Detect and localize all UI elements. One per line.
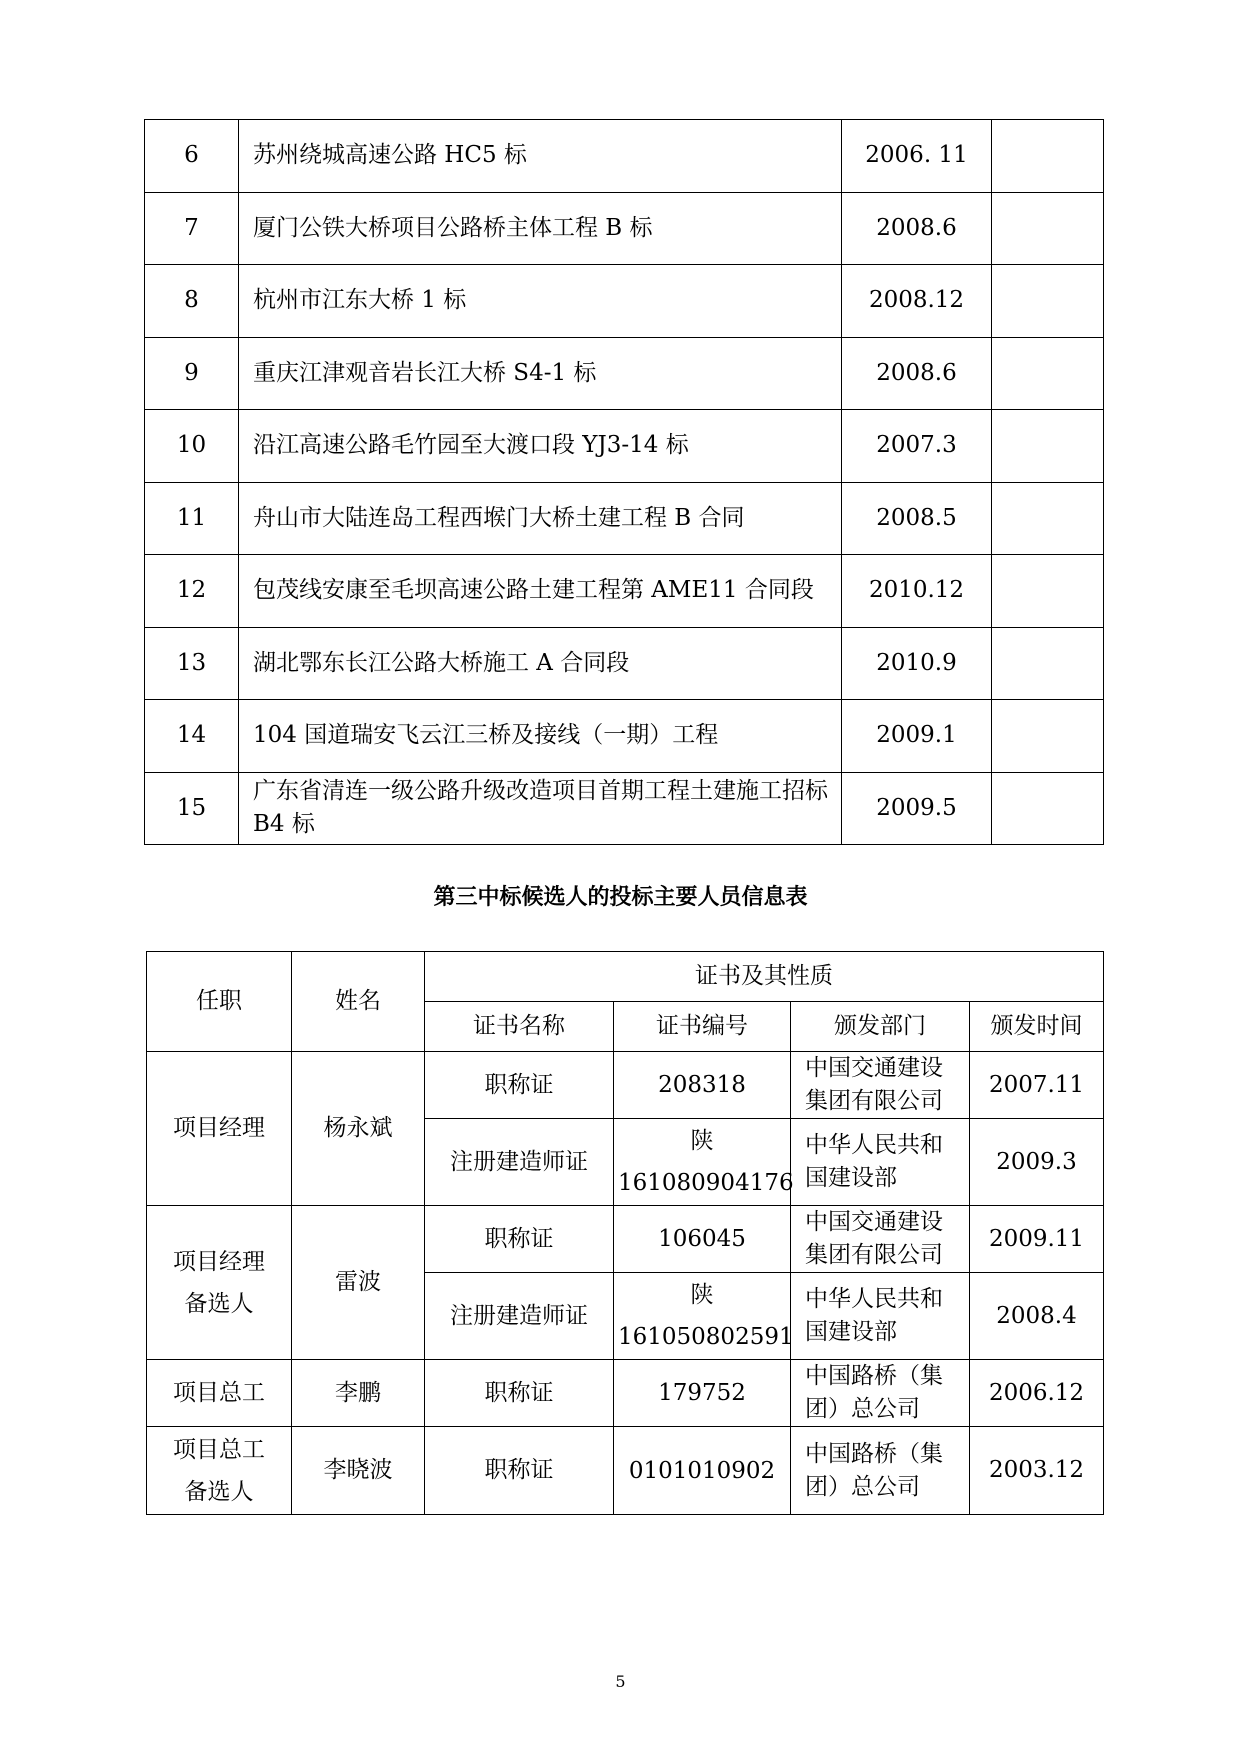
header-cert-group: 证书及其性质: [425, 952, 1104, 1002]
position-cell: 项目总工: [147, 1360, 292, 1427]
row-number: 12: [145, 555, 239, 628]
completion-date: 2009.5: [842, 772, 992, 845]
project-name: 湖北鄂东长江公路大桥施工 A 合同段: [239, 627, 842, 700]
project-name: 厦门公铁大桥项目公路桥主体工程 B 标: [239, 192, 842, 265]
issuer-cell: 中国路桥（集团）总公司: [791, 1427, 970, 1515]
project-name: 沿江高速公路毛竹园至大渡口段 YJ3-14 标: [239, 410, 842, 483]
row-number: 15: [145, 772, 239, 845]
issuer-cell: 中国路桥（集团）总公司: [791, 1360, 970, 1427]
project-name: 广东省清连一级公路升级改造项目首期工程土建施工招标 B4 标: [239, 772, 842, 845]
completion-date: 2008.5: [842, 482, 992, 555]
position-cell: 项目总工备选人: [147, 1427, 292, 1515]
row-number: 14: [145, 700, 239, 773]
project-name: 包茂线安康至毛坝高速公路土建工程第 AME11 合同段: [239, 555, 842, 628]
row-number: 6: [145, 120, 239, 193]
remark-cell: [992, 265, 1104, 338]
table-row: [145, 772, 1104, 845]
cert-number-cell: 陕 161080904176: [614, 1119, 791, 1206]
cert-name-cell: 注册建造师证: [425, 1119, 614, 1206]
remark-cell: [992, 627, 1104, 700]
remark-cell: [992, 192, 1104, 265]
personnel-table-title: 第三中标候选人的投标主要人员信息表: [433, 885, 808, 910]
row-number: 7: [145, 192, 239, 265]
cert-name-cell: 职称证: [425, 1360, 614, 1427]
completion-date: 2010.12: [842, 555, 992, 628]
person-name-cell: 杨永斌: [292, 1052, 425, 1206]
completion-date: 2008.6: [842, 192, 992, 265]
completion-date: 2008.6: [842, 337, 992, 410]
cert-name-cell: 职称证: [425, 1427, 614, 1515]
position-cell: 项目经理备选人: [147, 1206, 292, 1360]
table-row: [145, 120, 1104, 193]
row-number: 9: [145, 337, 239, 410]
header-issue-date: 颁发时间: [970, 1002, 1104, 1052]
table-row: [147, 1427, 1104, 1515]
cert-number-cell: 208318: [614, 1052, 791, 1119]
table-row: [147, 1206, 1104, 1273]
header-name: 姓名: [292, 952, 425, 1052]
table-row: [145, 627, 1104, 700]
table-row: [147, 1052, 1104, 1119]
project-name: 104 国道瑞安飞云江三桥及接线（一期）工程: [239, 700, 842, 773]
completion-date: 2007.3: [842, 410, 992, 483]
completion-date: 2009.1: [842, 700, 992, 773]
row-number: 10: [145, 410, 239, 483]
table-row: [145, 192, 1104, 265]
header-cert-no: 证书编号: [614, 1002, 791, 1052]
table-row: [145, 555, 1104, 628]
project-name: 重庆江津观音岩长江大桥 S4-1 标: [239, 337, 842, 410]
completion-date: 2008.12: [842, 265, 992, 338]
table-row: [145, 410, 1104, 483]
remark-cell: [992, 120, 1104, 193]
issue-date-cell: 2007.11: [970, 1052, 1104, 1119]
issue-date-cell: 2006.12: [970, 1360, 1104, 1427]
position-cell: 项目经理: [147, 1052, 292, 1206]
row-number: 11: [145, 482, 239, 555]
project-name: 苏州绕城高速公路 HC5 标: [239, 120, 842, 193]
completion-date: 2006. 11: [842, 120, 992, 193]
header-position: 任职: [147, 952, 292, 1052]
completion-date: 2010.9: [842, 627, 992, 700]
remark-cell: [992, 410, 1104, 483]
page-number: 5: [615, 1672, 626, 1691]
header-cert-name: 证书名称: [425, 1002, 614, 1052]
row-number: 13: [145, 627, 239, 700]
project-list-table: [144, 119, 1104, 845]
remark-cell: [992, 772, 1104, 845]
cert-name-cell: 职称证: [425, 1206, 614, 1273]
cert-number-cell: 179752: [614, 1360, 791, 1427]
issuer-cell: 中华人民共和国建设部: [791, 1273, 970, 1360]
remark-cell: [992, 700, 1104, 773]
table-row: [145, 265, 1104, 338]
remark-cell: [992, 555, 1104, 628]
person-name-cell: 雷波: [292, 1206, 425, 1360]
issue-date-cell: 2009.11: [970, 1206, 1104, 1273]
person-name-cell: 李晓波: [292, 1427, 425, 1515]
issuer-cell: 中华人民共和国建设部: [791, 1119, 970, 1206]
remark-cell: [992, 482, 1104, 555]
issuer-cell: 中国交通建设集团有限公司: [791, 1206, 970, 1273]
remark-cell: [992, 337, 1104, 410]
cert-name-cell: 职称证: [425, 1052, 614, 1119]
issue-date-cell: 2003.12: [970, 1427, 1104, 1515]
table-row: [145, 482, 1104, 555]
header-issuer: 颁发部门: [791, 1002, 970, 1052]
project-name: 舟山市大陆连岛工程西堠门大桥土建工程 B 合同: [239, 482, 842, 555]
person-name-cell: 李鹏: [292, 1360, 425, 1427]
issue-date-cell: 2009.3: [970, 1119, 1104, 1206]
row-number: 8: [145, 265, 239, 338]
cert-number-cell: 106045: [614, 1206, 791, 1273]
table-row: [145, 337, 1104, 410]
issuer-cell: 中国交通建设集团有限公司: [791, 1052, 970, 1119]
project-name: 杭州市江东大桥 1 标: [239, 265, 842, 338]
table-row: [145, 700, 1104, 773]
issue-date-cell: 2008.4: [970, 1273, 1104, 1360]
table-row: [147, 1360, 1104, 1427]
personnel-info-table: [146, 951, 1104, 1515]
cert-number-cell: 陕 161050802591: [614, 1273, 791, 1360]
cert-number-cell: 0101010902: [614, 1427, 791, 1515]
cert-name-cell: 注册建造师证: [425, 1273, 614, 1360]
